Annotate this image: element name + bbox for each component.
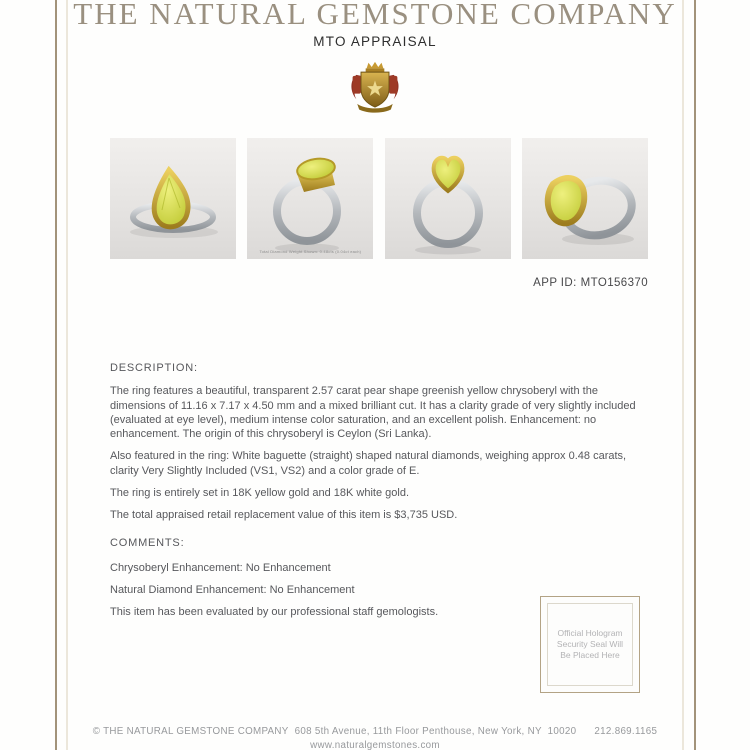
description-heading: DESCRIPTION: xyxy=(110,362,198,374)
footer-contact-line xyxy=(0,726,750,737)
document-subtitle: MTO APPRAISAL xyxy=(313,34,437,49)
ring-photo-side-view xyxy=(247,138,373,259)
comment-line: Natural Diamond Enhancement: No Enhancement xyxy=(110,584,355,596)
footer xyxy=(0,726,750,750)
app-id xyxy=(533,277,648,289)
hologram-seal-box xyxy=(540,596,640,693)
comments-section xyxy=(110,537,550,628)
company-crest-icon xyxy=(347,60,403,116)
right-outer-border xyxy=(694,0,696,750)
description-paragraph-diamonds: Also featured in the ring: White baguette (straight) shaped natural diamonds, weighing approx 0.48 carats, clarity Very Slightly Included (VS1, VS2) and a color grade of E. xyxy=(110,450,627,477)
description-paragraph-value: The total appraised retail replacement value of this item is $3,735 USD. xyxy=(110,509,458,522)
comment-line: This item has been evaluated by our professional staff gemologists. xyxy=(110,606,439,618)
footer-copyright: © THE NATURAL GEMSTONE COMPANY xyxy=(92,726,289,737)
right-inner-border xyxy=(682,0,684,750)
description-paragraph-gemstone: The ring features a beautiful, transparent 2.57 carat pear shape greenish yellow chrysoberyl with the dimensions of 11.16 x 7.17 x 4.50 mm and a mixed brilliant cut. It has a clarity grade of very slightly included (evaluated at eye level), medium intense color saturation, and an excellent polish. Enhancement: no enhancement. The origin of this chrysoberyl is Ceylon (Sri Lanka). xyxy=(110,385,636,441)
app-id-label: APP ID: xyxy=(533,277,577,289)
footer-website: www.naturalgemstones.com xyxy=(310,740,440,750)
ring-photo-top-angled-view xyxy=(110,138,236,259)
hologram-seal-text: Official Hologram Security Seal Will Be Placed Here xyxy=(556,628,624,660)
app-id-value: MTO156370 xyxy=(580,277,648,289)
left-inner-border xyxy=(66,0,68,750)
left-outer-border xyxy=(55,0,57,750)
ring-photo-front-view xyxy=(385,138,511,259)
ring-photo-angled-view xyxy=(522,138,648,259)
comment-line: Chrysoberyl Enhancement: No Enhancement xyxy=(110,562,331,574)
footer-phone: 212.869.1165 xyxy=(594,726,658,737)
ring-photo-row xyxy=(110,138,648,259)
description-section xyxy=(110,361,655,531)
hologram-seal-inner-frame xyxy=(547,603,633,686)
description-paragraph-metal: The ring is entirely set in 18K yellow gold and 18K white gold. xyxy=(110,487,410,500)
company-title: THE NATURAL GEMSTONE COMPANY xyxy=(73,0,677,31)
diamond-weight-caption: Total Diamond Weight Shown: 0.48cts (0.04ct each) xyxy=(259,249,362,254)
footer-address: 608 5th Avenue, 11th Floor Penthouse, New York, NY 10020 xyxy=(294,726,577,737)
comments-heading: COMMENTS: xyxy=(110,537,185,549)
